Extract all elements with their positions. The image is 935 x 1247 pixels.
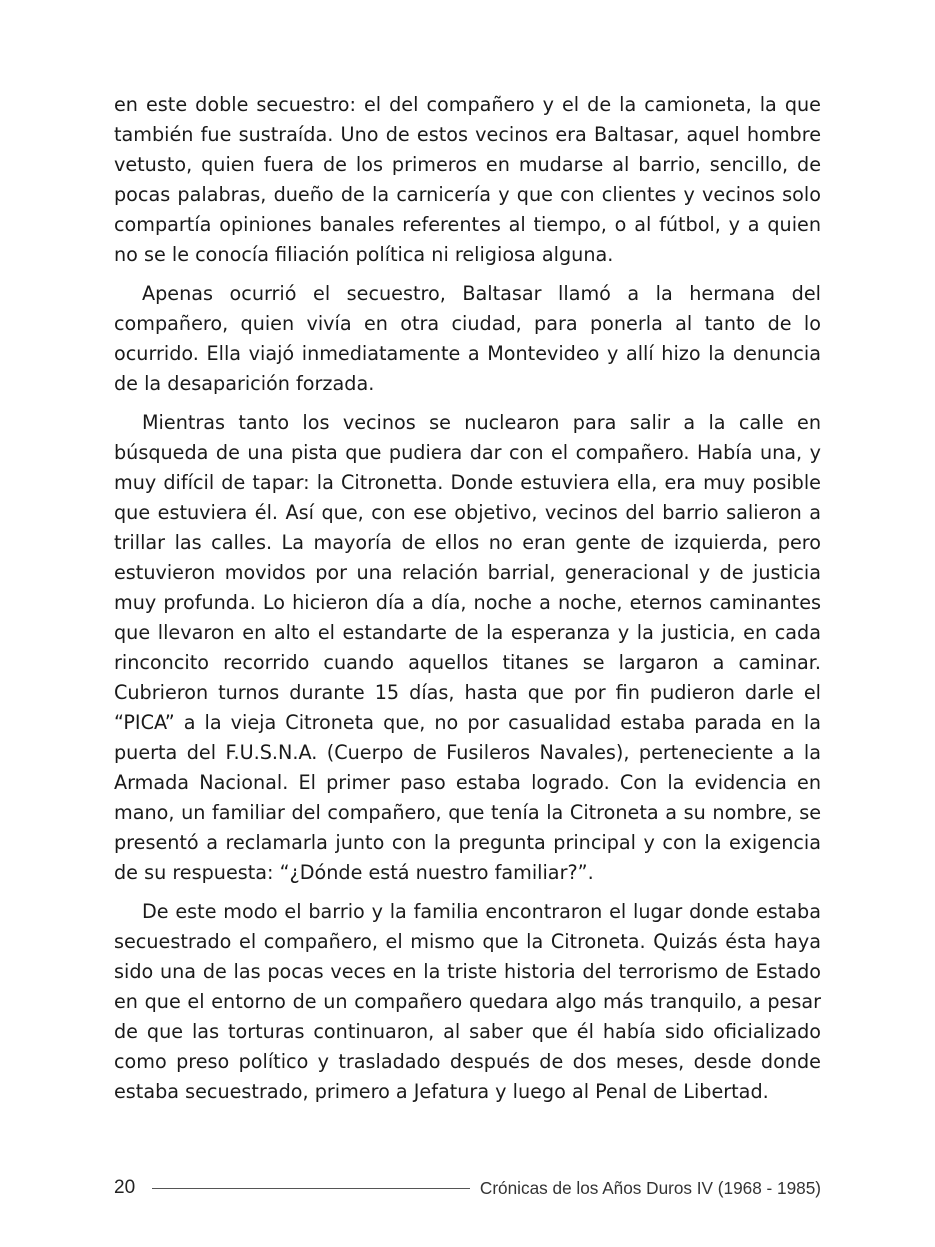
page-footer xyxy=(114,1174,821,1202)
paragraph-neighbors-search: Mientras tanto los vecinos se nuclearon para salir a la calle en búsqueda de una pista que pudiera dar con el compañero. Había una, y muy difícil de tapar: la Citronetta. Donde estuviera ella, era muy posible que estuviera él. Así que, con ese objetivo, vecinos del barrio salieron a trillar las calles. La mayoría de ellos no eran gente de izquierda, pero estuvieron movidos por una relación barrial, generacional y de justicia muy profunda. Lo hicieron día a día, noche a noche, eternos caminantes que llevaron en alto el estandarte de la esperanza y la justicia, en cada rinconcito recorrido cuando aquellos titanes se largaron a caminar. Cubrieron turnos durante 15 días, hasta que por fin pudieron darle el “PICA” a la vieja Citroneta que, no por casualidad estaba parada en la puerta del F.U.S.N.A. (Cuerpo de Fusileros Navales), perteneciente a la Armada Nacional. El primer paso estaba logrado. Con la evidencia en mano, un familiar del compañero, que tenía la Citroneta a su nombre, se presentó a reclamarla junto con la pregunta principal y con la exigencia de su respuesta: “¿Dónde está nuestro familiar?”. xyxy=(114,411,821,884)
body-text xyxy=(114,90,821,1116)
paragraph-baltasar-call: Apenas ocurrió el secuestro, Baltasar llamó a la hermana del compañero, quien vivía en otra ciudad, para ponerla al tanto de lo ocurrido. Ella viajó inmediatamente a Montevideo y allí hizo la denuncia de la desaparición forzada. xyxy=(114,282,821,395)
footer-divider xyxy=(152,1188,470,1189)
paragraph-outcome: De este modo el barrio y la familia encontraron el lugar donde estaba secuestrado el compañero, el mismo que la Citroneta. Quizás ésta haya sido una de las pocas veces en la triste historia del terrorismo de Estado en que el entorno de un compañero quedara algo más tranquilo, a pesar de que las torturas continuaron, al saber que él había sido oficializado como preso político y trasladado después de dos meses, desde donde estaba secuestrado, primero a Jefatura y luego al Penal de Libertad. xyxy=(114,900,821,1103)
running-title: Crónicas de los Años Duros IV (1968 - 1985) xyxy=(479,1177,821,1198)
page-number: 20 xyxy=(114,1177,136,1198)
paragraph-continuation: en este doble secuestro: el del compañero y el de la camioneta, la que también fue sustraída. Uno de estos vecinos era Baltasar, aquel hombre vetusto, quien fuera de los primeros en mudarse al barrio, sencillo, de pocas palabras, dueño de la carnicería y que con clientes y vecinos solo compartía opiniones banales referentes al tiempo, o al fútbol, y a quien no se le conocía filiación política ni religiosa alguna. xyxy=(114,93,821,266)
